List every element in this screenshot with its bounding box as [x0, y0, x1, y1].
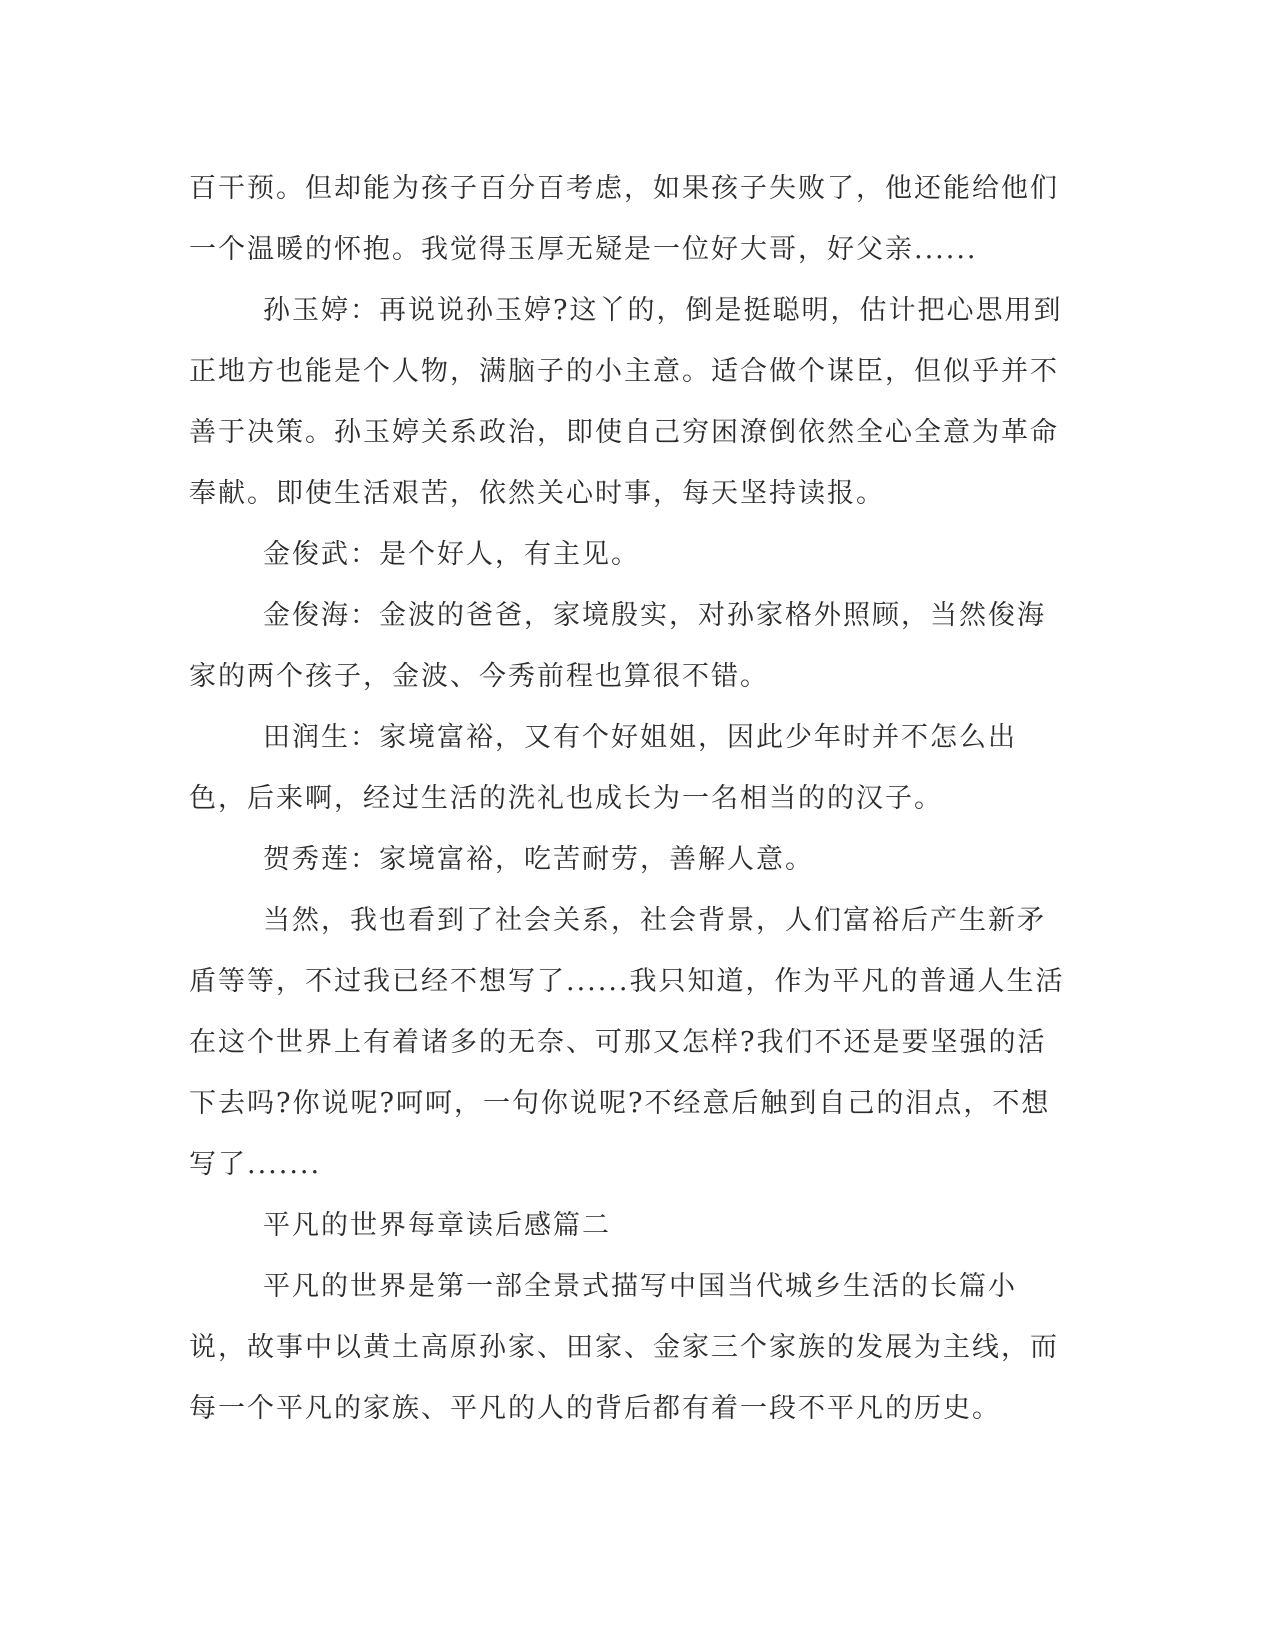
paragraph-sun-yuting: 孙玉婷：再说说孙玉婷?这丫的，倒是挺聪明，估计把心思用到正地方也能是个人物，满脑子的小主意。适合做个谋臣，但似乎并不善于决策。孙玉婷关系政治，即使自己穷困潦倒依然全心全意为革命奉献。即使生活艰苦，依然关心时事，每天坚持读报。	[189, 295, 1063, 509]
paragraph-continuation: 百干预。但却能为孩子百分百考虑，如果孩子失败了，他还能给他们一个温暖的怀抱。我觉得玉厚无疑是一位好大哥，好父亲......	[189, 173, 1059, 265]
paragraph-conclusion: 当然，我也看到了社会关系，社会背景，人们富裕后产生新矛盾等等，不过我已经不想写了......我只知道，作为平凡的普通人生活在这个世界上有着诸多的无奈、可那又怎样?我们不还是要坚强的活下去吗?你说呢?呵呵，一句你说呢?不经意后触到自己的泪点，不想写了.......	[189, 905, 1065, 1180]
section-heading: 平凡的世界每章读后感篇二	[263, 1210, 611, 1241]
paragraph-section-two-intro: 平凡的世界是第一部全景式描写中国当代城乡生活的长篇小说，故事中以黄土高原孙家、田家、金家三个家族的发展为主线，而每一个平凡的家族、平凡的人的背后都有着一段不平凡的历史。	[189, 1271, 1059, 1424]
paragraph-tian-runsheng: 田润生：家境富裕，又有个好姐姐，因此少年时并不怎么出色，后来啊，经过生活的洗礼也成长为一名相当的的汉子。	[189, 722, 1017, 814]
paragraph-jin-junhai: 金俊海：金波的爸爸，家境殷实，对孙家格外照顾，当然俊海家的两个孩子，金波、今秀前程也算很不错。	[189, 600, 1046, 692]
document-body	[189, 158, 1069, 1439]
paragraph-he-xiulian: 贺秀莲：家境富裕，吃苦耐劳，善解人意。	[263, 844, 814, 875]
paragraph-jin-junwu: 金俊武：是个好人，有主见。	[263, 539, 640, 570]
